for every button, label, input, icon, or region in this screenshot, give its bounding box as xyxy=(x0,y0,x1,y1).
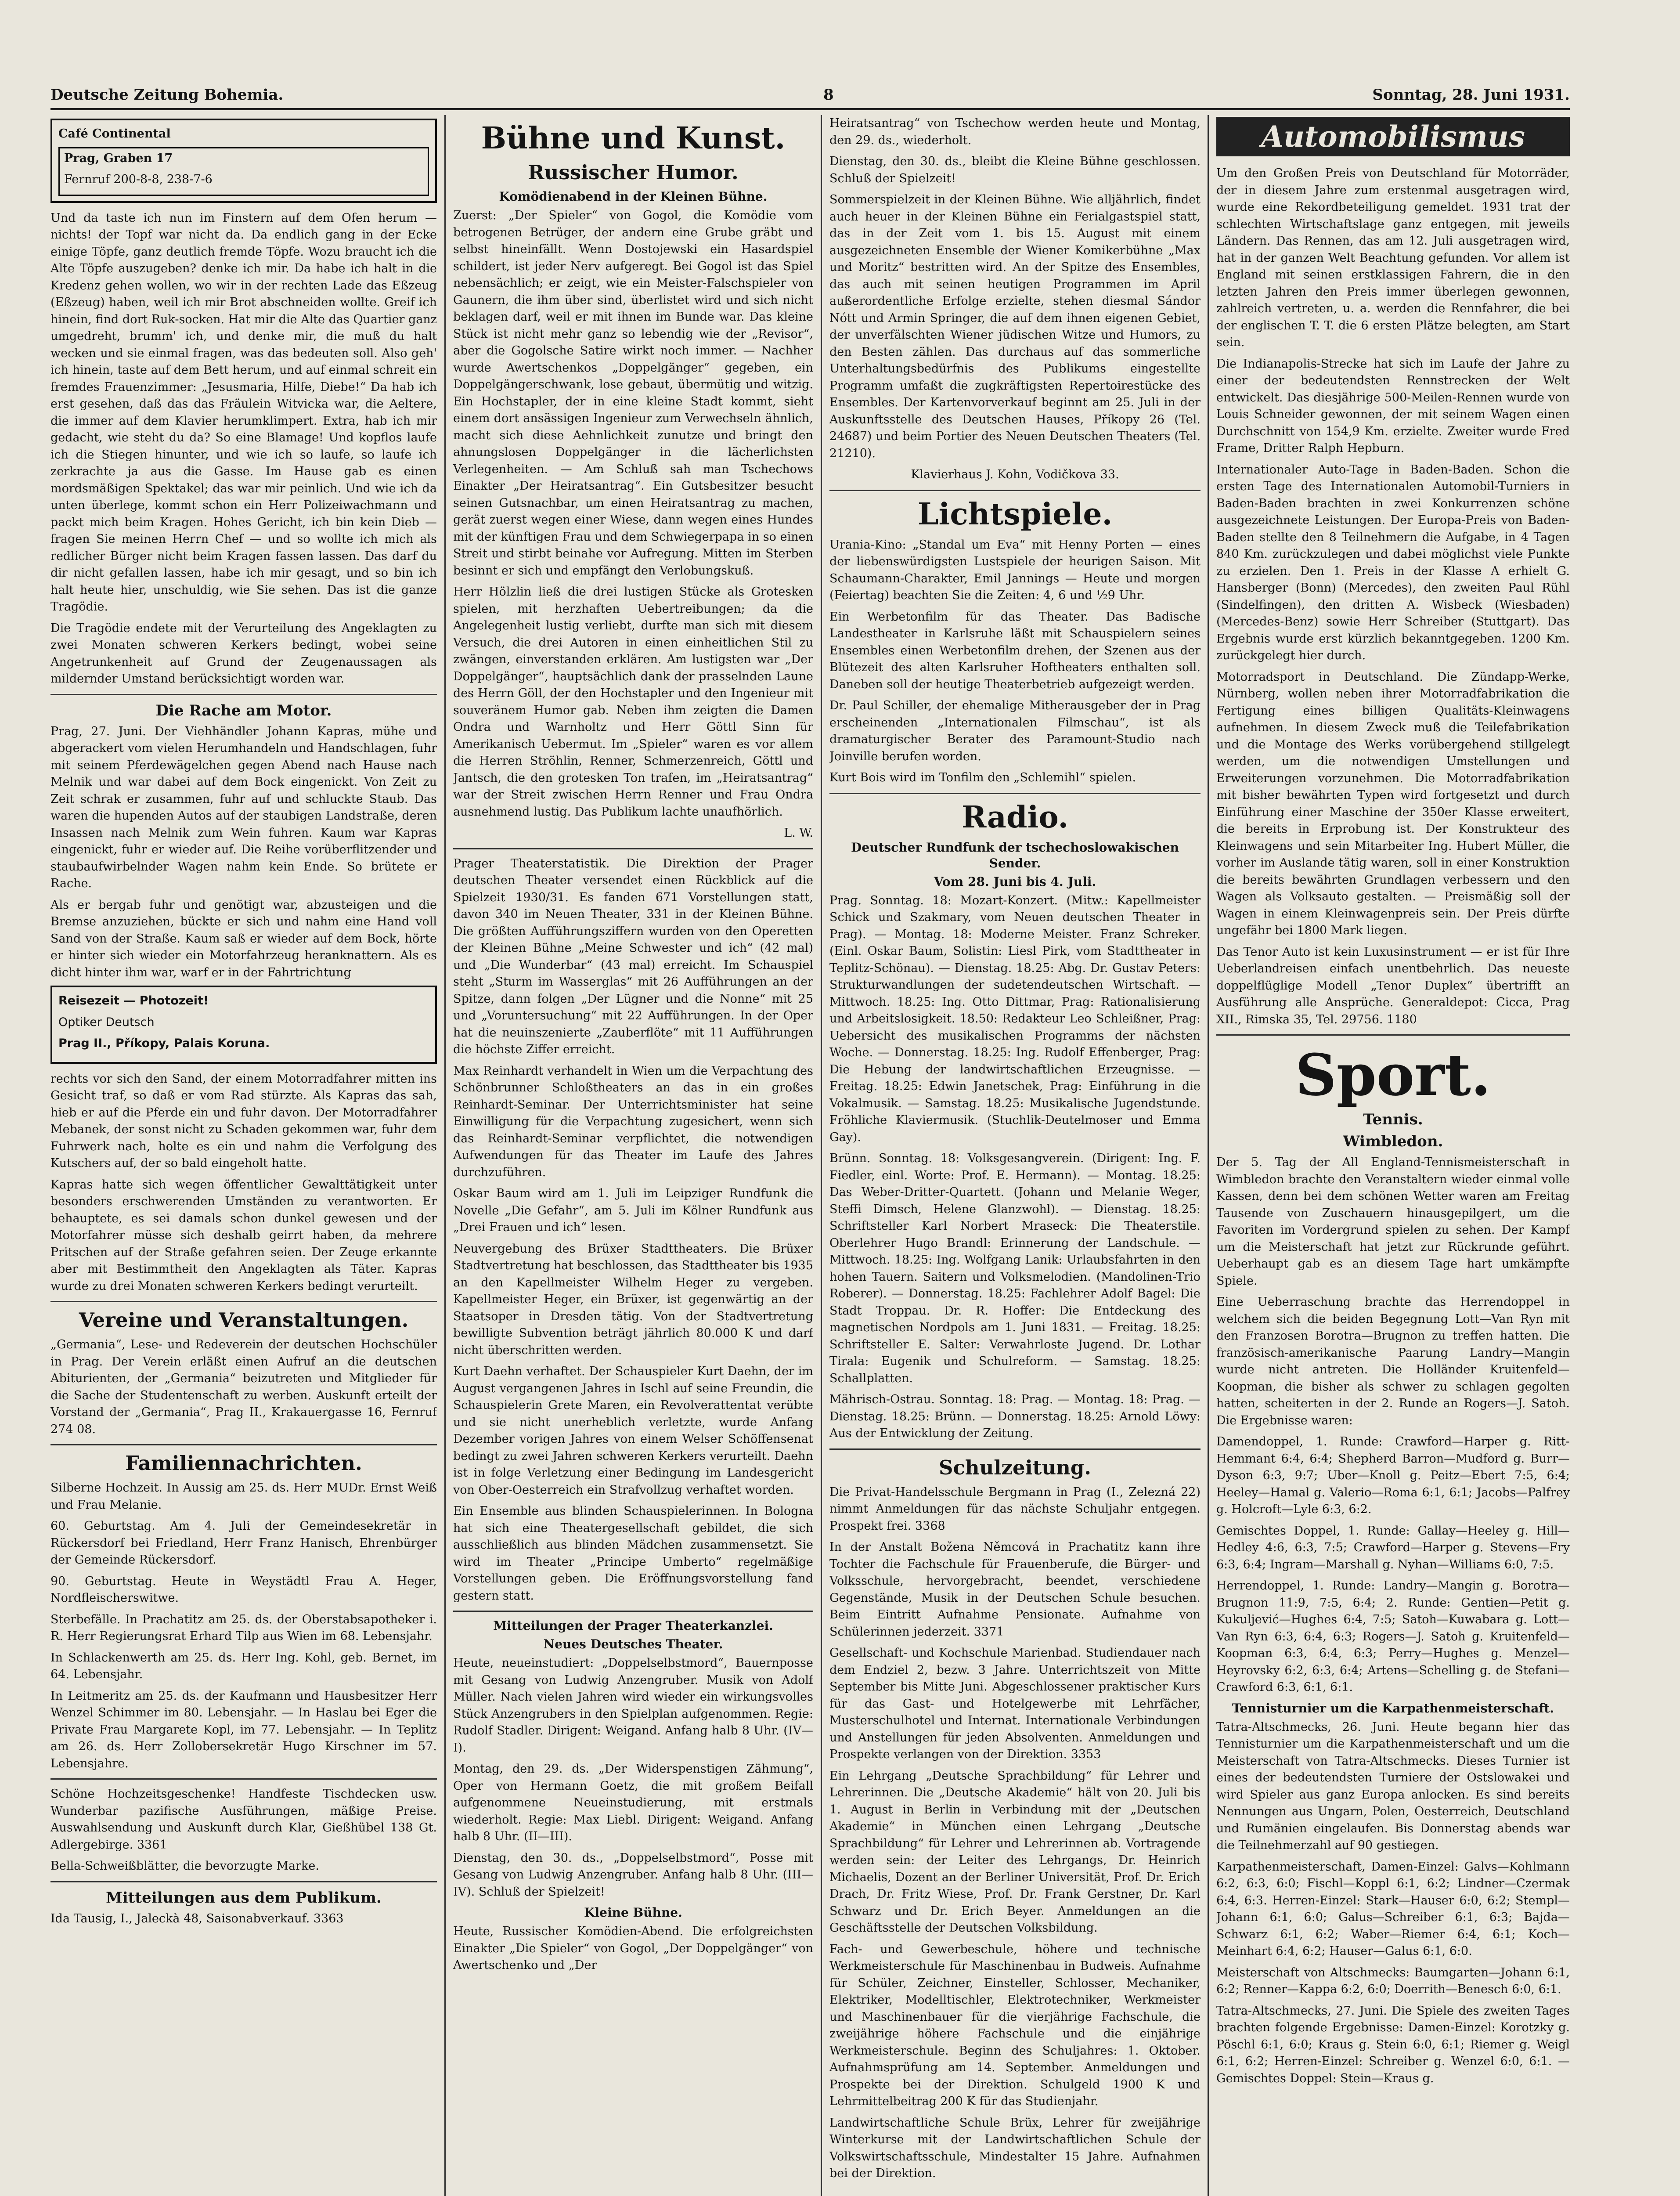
cafe-ad-phone: Fernruf 200-8-8, 238-7-6 xyxy=(64,173,213,186)
radio-subheadline: Deutscher Rundfunk der tschechoslowakischen Sender. xyxy=(851,840,1179,870)
story-paragraph: Und da taste ich nun im Finstern auf dem Ofen herum — nichts! der Topf war nicht da. Da endlich gang in der Ecke einige Töpfe, ganz deutlich fremde Töpfe. Wozu braucht ich die Alte Töpfe auszugeben? denke ich mir. Da habe ich halt in die Kredenz gehen wollen, wo wir in der rechten Lade das Eßzeug (Eßzeug) haben, weil ich mir Brot abschneiden wollte. Greif ich hinein, find dort Ruk-socken. Hat mir die Alte das Quartier ganz umgedreht, brumm' ich, und denke mir, die muß du halt wecken und sie einmal fragen, was das bedeuten soll. Also geh' ich hinein, taste auf dem Bett herum, und auf einmal schreit ein fremdes Frauenzimmer: „Jesusmaria, Hilfe, Diebe!“ Da hab ich erst gesehen, daß das das Fräulein Witvicka war, die Aeltere, die immer auf dem Klavier herumklimpert. Extra, hab ich mir gedacht, wie steht du da? So eine Blamage! Und kopflos laufe ich die Stiegen hinunter, und wie ich so laufe, so laufe ich zerkrachte ja aus die Gasse. Im Hause gab es einen mordsmäßigen Spektakel; das war mir peinlich. Und wie ich da unten überlege, kommt schon ein Herr Polizeiwachmann und packt mich beim Kragen. Hohes Gericht, ich bin kein Dieb — fragen Sie meinen Herrn Chef — und so wollte ich mich als redlicher Bürger nicht beim Kragen fassen lassen. Das darf du dir nicht gefallen lassen, habe ich mir gesagt, und so bin ich halt heute hier, unschuldig, wie Sie sehen. Das ist die ganze Tragödie. xyxy=(50,211,437,614)
theaterkanzlei-paragraph: Heute, Russischer Komödien-Abend. Die erfolgreichsten Einakter „Die Spieler“ von Gogol, „Der Doppelgänger“ von Awertschenko und „Der xyxy=(453,1925,813,1972)
theaterkanzlei-paragraph: Heute, neueinstudiert: „Doppelselbstmord“, Bauernposse mit Gesang von Ludwig Anzengruber. Musik von Adolf Müller. Nach vielen Jahren wird wieder ein wirkungsvolles Stück Anzengrubers in den Spielplan aufgenommen. Regie: Rudolf Stadler. Dirigent: Weigand. Anfang halb 8 Uhr. (IV—I). xyxy=(453,1656,813,1755)
rache-paragraph: Kapras hatte sich wegen öffentlicher Gewalttätigkeit unter besonders erschwerenden Umständen zu verantworten. Er behauptete, es sei damals schon dunkel gewesen und der Motorfahrer müsse sich deshalb geirrt haben, da mehrere Pritschen auf der Straße gefahren seien. Der Zeuge erkannte aber mit Bestimmtheit den Angeklagten als Täter. Kapras wurde zu drei Monaten schweren Kerkers bedingt verurteilt. xyxy=(50,1177,437,1293)
humor-headline: Russischer Humor. xyxy=(528,161,739,184)
lichtspiele-paragraph: Ein Werbetonfilm für das Theater. Das Badische Landestheater in Karlsruhe läßt mit Schauspielern seines Ensembles einen Werbetonfilm drehen, der Szenen aus der Blütezeit des alten Karlsruher Hoftheaters enthalten soll. Daneben soll der heutige Theaterbetrieb aufgezeigt werden. xyxy=(829,610,1201,691)
tennis-results: Meisterschaft von Altschmecks: Baumgarten—Johann 6:1, 6:2; Renner—Kappa 6:2, 6:0; Doerrith—Benesch 6:0, 6:1. xyxy=(1216,1965,1570,1996)
cafe-ad-title: Café Continental xyxy=(58,127,171,141)
section-rule xyxy=(453,848,813,849)
lichtspiele-paragraph: Kurt Bois wird im Tonfilm den „Schlemihl“ spielen. xyxy=(829,771,1136,784)
optiker-tagline: Reisezeit — Photozeit! xyxy=(58,994,209,1008)
vereine-headline: Vereine und Veranstaltungen. xyxy=(79,1308,409,1332)
schulzeitung-paragraph: Ein Lehrgang „Deutsche Sprachbildung“ für Lehrer und Lehrerinnen. Die „Deutsche Akademie“ hält von 20. Juli bis 1. August in Berlin in Verbindung mit der „Deutschen Akademie“ in München einen Lehrgang „Deutsche Sprachbildung“ für Lehrer und Lehrerinnen ab. Vortragende werden sein: der Leiter des Lehrgangs, Dr. Heinrich Michaelis, Dozent an der Berliner Universität, Prof. Dr. Erich Drach, Dr. Fritz Wiese, Prof. Dr. Frank Gerstner, Dr. Karl Schwarz und Dr. Erich Beyer. Anmeldungen an die Geschäftsstelle der Deutschen Volksbildung. xyxy=(829,1769,1201,1935)
tennis-results: Tatra-Altschmecks, 27. Juni. Die Spiele des zweiten Tages brachten folgende Ergebnisse: Damen-Einzel: Korotzky g. Pöschl 6:1, 6:0; Kraus g. Stein 6:0, 6:1; Riemer g. Weigl 6:1, 6:2; Herren-Einzel: Schreiber g. Wenzel 6:0, 6:1. — Gemischtes Doppel: Stein—Kraus g. xyxy=(1216,2004,1570,2085)
schulzeitung-headline: Schulzeitung. xyxy=(938,1456,1092,1479)
radio-date-range: Vom 28. Juni bis 4. Juli. xyxy=(934,874,1096,889)
tennis-results: Karpathenmeisterschaft, Damen-Einzel: Galvs—Kohlmann 6:2, 6:3, 6:0; Fischl—Koppl 6:1, 6:2; Lindner—Czermak 6:4, 6:3. Herren-Einzel: Stark—Hauser 6:0, 6:2; Stempl—Johann 6:1, 6:0; Galus—Schreiber 6:1, 6:3; Bajda—Schwarz 6:1, 6:2; Waber—Riemer 6:4, 6:1; Koch—Meinhart 6:4, 6:2; Hauser—Galus 6:1, 6:0. xyxy=(1216,1860,1570,1958)
classified-ad: Bella-Schweißblätter, die bevorzugte Marke. xyxy=(50,1859,319,1873)
theater-news-paragraph: Max Reinhardt verhandelt in Wien um die Verpachtung des Schönbrunner Schloßtheaters an das in ein großes Reinhardt-Seminar. Der Unterrichtsminister hat seine Einwilligung für die Verpachtung zugesichert, wenn sich das Reinhardt-Seminar verpflichtet, die notwendigen Aufwendungen für das Theater im Laufe des Jahres durchzuführen. xyxy=(453,1064,813,1179)
familie-paragraph: In Leitmeritz am 25. ds. der Kaufmann und Hausbesitzer Herr Wenzel Schimmer im 80. Lebensjahr. — In Haslau bei Eger die Private Frau Margarete Kopl, im 77. Lebensjahr. — In Teplitz am 26. ds. Herr Zollobersekretär Hugo Kirschner im 57. Lebensjahre. xyxy=(50,1689,437,1770)
automobilismus-banner: Automobilismus xyxy=(1216,117,1570,156)
automobil-paragraph: Motorradsport in Deutschland. Die Zündapp-Werke, Nürnberg, wollen neben ihrer Motorradfabrikation die Fertigung eines billigen Qualitäts-Kleinwagens aufnehmen. In diesem Zweck muß die Teilefabrikation und die Montage des Werks vorübergehend stillgelegt werden, um die notwendigen Umstellungen und Erweiterungen vorzunehmen. Die Motorradfabrikation mit bisher bewährten Typen wird fortgesetzt und durch Einführung einer Maschine der 350er Klasse erweitert, die bereits in Erprobung ist. Der Konstrukteur des Kleinwagens und sein Mitarbeiter Ing. Hubert Müller, die vorher im Auslande tätig waren, soll in einer Konstruktion die bereits bewährten Grundlagen verbessern und den Wagen als Volksauto gestalten. — Preismäßig soll der Wagen in einem Kleinwagenpreis sein. Der Preis dürfte ungefähr bei 1800 Mark liegen. xyxy=(1216,670,1570,937)
theater-news-paragraph: Ein Ensemble aus blinden Schauspielerinnen. In Bologna hat sich eine Theatergesellschaft gebildet, die sich ausschließlich aus blinden Mädchen zusammensetzt. Sie wird im Theater „Principe Umberto“ regelmäßige Vorstellungen geben. Die Eröffnungsvorstellung fand gestern statt. xyxy=(453,1504,813,1603)
theaterkanzlei-subheadline: Kleine Bühne. xyxy=(584,1905,682,1920)
publikum-paragraph: Ida Tausig, I., Jaleckà 48, Saisonabverkauf. 3363 xyxy=(50,1911,344,1925)
column-divider xyxy=(821,115,822,2196)
header-paper-name: Deutsche Zeitung Bohemia. xyxy=(50,86,284,104)
familie-paragraph: Silberne Hochzeit. In Aussig am 25. ds. Herr MUDr. Ernst Weiß und Frau Melanie. xyxy=(50,1481,437,1512)
radio-headline: Radio. xyxy=(961,799,1069,835)
cafe-continental-ad xyxy=(50,119,437,203)
optiker-deutsch-ad xyxy=(50,986,437,1064)
section-rule xyxy=(829,793,1201,794)
tennis-results: Gemischtes Doppel, 1. Runde: Gallay—Heeley g. Hill—Hedley 4:6, 6:3, 7:5; Crawford—Harper g. Stevens—Fry 6:3, 6:4; Ingram—Marshall g. Nyhan—Williams 6:0, 7:5. xyxy=(1216,1524,1570,1571)
theaterkanzlei-paragraph: Dienstag, den 30. ds., „Doppelselbstmord“, Posse mit Gesang von Ludwig Anzengruber. Anfang halb 8 Uhr. (III—IV). Schluß der Spielzeit! xyxy=(453,1851,813,1899)
column-1 xyxy=(50,115,437,2196)
tennis-paragraph: Eine Ueberraschung brachte das Herrendoppel in welchem sich die beiden Begegnung Lott—Van Ryn mit den Franzosen Borotra—Brugnon zu treffen hatten. Die französisch-amerikanische Paarung Landry—Mangin wurde nicht antreten. Die Holländer Kruitenfeld—Koopman, die bisher als schwer zu schlagen gegolten hatten, scheiterten in der 2. Runde an Rogers—J. Satoh. Die Ergebnisse waren: xyxy=(1216,1295,1570,1427)
column-4 xyxy=(1216,115,1570,2196)
sport-headline: Sport. xyxy=(1295,1041,1491,1109)
klavierhaus-ad: Klavierhaus J. Kohn, Vodičkova 33. xyxy=(911,468,1119,481)
radio-program-paragraph: Brünn. Sonntag. 18: Volksgesangverein. (Dirigent: Ing. F. Fiedler, einl. Worte: Prof. E. Hermann). — Montag. 18.25: Das Weber-Dritter-Quartett. (Johann und Melanie Weger, Steffi Dimsch, Helene Glanzwohl). — Dienstag. 18.25: Schriftsteller Karl Norbert Mraseck: Die Theaterstile. Oberlehrer Hugo Brandl: Erinnerung der Landschule. — Mittwoch. 18.25: Ing. Wolfgang Lanik: Urlaubsfahrten in den hohen Tauern. Saitern und Volksmelodien. (Mandolinen-Trio Roberer). — Donnerstag. 18.25: Fachlehrer Adolf Bagel: Die Stadt Troppau. Dr. R. Hoffer: Die Entdeckung des magnetischen Nordpols am 1. Juni 1831. — Freitag. 18.25: Schriftsteller E. Salter: Verwahrloste Jugend. Dr. Lothar Tirala: Eugenik und Schulreform. — Samstag. 18.25: Schallplatten. xyxy=(829,1152,1201,1385)
theater-news-paragraph: Oskar Baum wird am 1. Juli im Leipziger Rundfunk die Novelle „Die Gefahr“, am 5. Juli im Kölner Rundfunk aus „Drei Frauen und ich“ lesen. xyxy=(453,1187,813,1234)
rache-paragraph: Als er bergab fuhr und genötigt war, abzusteigen und die Bremse anzuziehen, bückte er sich und nahm eine Hand voll Sand von der Straße. Kaum saß er wieder auf dem Bock, hörte er hinter sich wieder ein Motorfahrzeug heranknattern. Als es dicht hinter ihm war, warf er in der Fahrtrichtung xyxy=(50,898,437,979)
buehne-headline: Bühne und Kunst. xyxy=(481,121,786,156)
buehne-continued-paragraph: Sommerspielzeit in der Kleinen Bühne. Wie alljährlich, findet auch heuer in der Kleinen Bühne ein Ferialgastspiel statt, das in der Zeit vom 1. bis 15. August mit einem ausgezeichneten Ensemble der Wiener Komikerbühne „Max und Moritz“ bestritten wird. An der Spitze des Ensembles, das auch mit seinen heutigen Programmen im April außerordentliche Erfolge erzielte, stehen diesmal Sándor Nótt und Armin Springer, die auf dem ihnen eigenen Gebiet, der unverfälschten Wiener jüdischen Witze und Humors, zu den Besten zählen. Das durchaus auf das sommerliche Unterhaltungsbedürfnis des Publikums eingestellte Programm umfaßt die zugkräftigsten Repertoirestücke des Ensembles. Der Kartenvorverkauf beginnt am 25. Juli in der Auskunftsstelle des Deutschen Hauses, Příkopy 26 (Tel. 24687) und beim Portier des Neuen Deutschen Theaters (Tel. 21210). xyxy=(829,193,1201,460)
buehne-continued-paragraph: Dienstag, den 30. ds., bleibt die Kleine Bühne geschlossen. Schluß der Spielzeit! xyxy=(829,155,1201,185)
rache-headline: Die Rache am Motor. xyxy=(155,701,332,719)
lichtspiele-paragraph: Dr. Paul Schiller, der ehemalige Mitherausgeber der in Prag erscheinenden „Internationalen Filmschau“, ist als dramaturgischer Berater des Paramount-Studio nach Joinville berufen worden. xyxy=(829,699,1201,763)
rache-paragraph: rechts vor sich den Sand, der einem Motorradfahrer mitten ins Gesicht traf, so daß er vom Rad stürzte. Als Kapras das sah, hieb er auf die Pferde ein und fuhr davon. Der Motorradfahrer Mebanek, der sonst nicht zu Schaden gekommen war, fuhr dem Fuhrwerk nach, holte es ein und nahm die Verfolgung des Kutschers auf, der so bald eingeholt hatte. xyxy=(50,1072,437,1170)
theaterkanzlei-subheadline: Neues Deutsches Theater. xyxy=(543,1637,723,1651)
lichtspiele-paragraph: Urania-Kino: „Standal um Eva“ mit Henny Porten — eines der liebenswürdigsten Lustspiele der heurigen Saison. Mit Schaumann-Charakter, Emil Jannings — Heute und morgen (Feiertag) beachten Sie die Zeiten: 4, 6 und ½9 Uhr. xyxy=(829,538,1201,602)
theaterkanzlei-paragraph: Montag, den 29. ds. „Der Widerspenstigen Zähmung“, Oper von Hermann Goetz, die mit großem Beifall aufgenommene Neueinstudierung, mit erstmals wiederholt. Regie: Max Liebl. Dirigent: Weigand. Anfang halb 8 Uhr. (II—III). xyxy=(453,1762,813,1843)
column-3 xyxy=(829,115,1201,2196)
radio-program-paragraph: Mährisch-Ostrau. Sonntag. 18: Prag. — Montag. 18: Prag. — Dienstag. 18.25: Brünn. — Donnerstag. 18.25: Arnold Löwy: Aus der Entwicklung der Zeitung. xyxy=(829,1393,1201,1440)
optiker-name: Optiker Deutsch xyxy=(58,1015,155,1029)
story-paragraph: Die Tragödie endete mit der Verurteilung des Angeklagten zu zwei Monaten schweren Kerkers bedingt, wobei seine Angetrunkenheit auf Grund der Zeugenaussagen als mildernder Umstand berücksichtigt worden war. xyxy=(50,621,437,686)
cafe-ad-address: Prag, Graben 17 xyxy=(64,151,173,165)
section-rule xyxy=(50,694,437,695)
section-rule xyxy=(50,1881,437,1882)
familie-paragraph: 60. Geburtstag. Am 4. Juli der Gemeindesekretär in Rückersdorf bei Friedland, Herr Franz Hanisch, Ehrenbürger der Gemeinde Rückersdorf. xyxy=(50,1519,437,1567)
cafe-ad-inner-box xyxy=(58,147,429,196)
tennis-results: Damendoppel, 1. Runde: Crawford—Harper g. Ritt-Hemmant 6:4, 6:4; Shepherd Barron—Mudford g. Burr—Dyson 6:3, 9:7; Uber—Knoll g. Peitz—Ebert 7:5, 6:4; Heeley—Hamal g. Valerio—Roma 6:1, 6:1; Jacobs—Palfrey g. Holcroft—Lyle 6:3, 6:2. xyxy=(1216,1435,1570,1516)
optiker-address: Prag II., Příkopy, Palais Koruna. xyxy=(58,1037,270,1050)
header-page-number: 8 xyxy=(823,86,834,104)
buehne-continued-paragraph: Heiratsantrag“ von Tschechow werden heute und Montag, den 29. ds., wiederholt. xyxy=(829,116,1201,147)
lichtspiele-headline: Lichtspiele. xyxy=(917,496,1113,532)
tenor-ad-paragraph: Das Tenor Auto ist kein Luxusinstrument — er ist für Ihre Ueberlandreisen einfach unentbehrlich. Das neueste doppelflüglige Modell „Tenor Duplex“ übertrifft an Ausführung alle Ansprüche. Generaldepot: Cicca, Prag XII., Rimska 35, Tel. 29756. 1180 xyxy=(1216,945,1570,1026)
automobil-paragraph: Internationaler Auto-Tage in Baden-Baden. Schon die ersten Tage des Internationalen Automobil-Turniers in Baden-Baden brachten in zwei Konkurrenzen schöne ausgezeichnete Leistungen. Der Europa-Preis von Baden-Baden stellte den 8 Teilnehmern die Aufgabe, in 4 Tagen 840 Km. zurückzulegen und dabei möglichst viele Punkte zu erzielen. Den 1. Preis in der Klasse A erhielt G. Hansberger (Bonn) (Mercedes), den zweiten Paul Rühl (Sindelfingen), den dritten A. Wisbeck (Wiesbaden) (Mercedes-Benz) sowie Herr Schreiber (Stuttgart). Das Ergebnis wurde erst kürzlich bekanntgegeben. 1200 Km. zurückgelegt hier durch. xyxy=(1216,462,1570,662)
publikum-headline: Mitteilungen aus dem Publikum. xyxy=(106,1889,382,1907)
humor-paragraph: Herr Hölzlin ließ die drei lustigen Stücke als Grotesken spielen, mit herzhaften Uebertreibungen; da die Angelegenheit lustig verliebt, durfte man sich mit diesem Versuch, die drei Autoren in einen einheitlichen Stil zu zwängen, einverstanden erklären. Am lustigsten war „Der Doppelgänger“, hauptsächlich dank der prasselnden Laune des Herrn Göll, der den Hochstapler und den Ingenieur mit souveränem Humor gab. Neben ihm zeigten die Damen Ondra und Warnholtz und Herr Göttl Sinn für Amerikanisch Uebermut. Im „Spieler“ waren es vor allem die Herren Ströhlin, Renner, Schmerzenreich, Göttl und Jantsch, die den grotesken Ton trafen, im „Heiratsantrag“ war der Streit zwischen Herrn Renner und Frau Ondra ausnehmend lustig. Das Publikum lachte unaufhörlich. xyxy=(453,585,813,819)
radio-program-paragraph: Prag. Sonntag. 18: Mozart-Konzert. (Mitw.: Kapellmeister Schick und Szakmary, vom Neuen deutschen Theater in Prag). — Montag. 18: Moderne Meister. Franz Schreker. (Einl. Oskar Baum, Solistin: Liesl Pirk, vom Stadttheater in Teplitz-Schönau). — Dienstag. 18.25: Abg. Dr. Gustav Peters: Strukturwandlungen der sudetendeutschen Wirtschaft. — Mittwoch. 18.25: Ing. Otto Dittmar, Prag: Rationalisierung und Arbeitslosigkeit. 18.50: Redakteur Leo Schleißner, Prag: Uebersicht des musikalischen Programms der nächsten Woche. — Donnerstag. 18.25: Ing. Rudolf Effenberger, Prag: Die Hebung der landwirtschaftlichen Erzeugnisse. — Freitag. 18.25: Edwin Janetschek, Prag: Einführung in die Vokalmusik. — Samstag. 18.25: Musikalische Jugendstunde. Fröhliche Klaviermusik. (Stuchlik-Deutelmoser und Emma Gay). xyxy=(829,893,1201,1144)
schulzeitung-paragraph: In der Anstalt Božena Němcová in Prachatitz kann ihre Tochter die Fachschule für Frauenberufe, die Bürger- und Volksschule, hervorgebracht, beendet, verschiedene Gegenstände, Musik in der Deutschen Schule besuchen. Beim Eintritt Aufnahme Pensionate. Aufnahme von Schülerinnen jederzeit. 3371 xyxy=(829,1540,1201,1639)
section-rule xyxy=(50,1301,437,1302)
familie-paragraph: 90. Geburtstag. Heute in Weystädtl Frau A. Heger, Nordfleischerswitwe. xyxy=(50,1574,437,1605)
schulzeitung-paragraph: Fach- und Gewerbeschule, höhere und technische Werkmeisterschule für Maschinenbau in Budweis. Aufnahme für Schüler, Zeichner, Einsteller, Schlosser, Mechaniker, Elektriker, Modelltischler, Elektrotechniker, Werkmeister und Maschinenbauer für die vierjährige Fachschule, die zweijährige höhere Fachschule und die einjährige Werkmeisterschule. Beginn des Schuljahres: 1. Oktober. Aufnahmsprüfung am 14. September. Anmeldungen und Prospekte bei der Direktion. Schulgeld 1900 K und Lehrmittelbeitrag 200 K für das Studienjahr. xyxy=(829,1942,1201,2108)
tennis-paragraph: Der 5. Tag der All England-Tennismeisterschaft in Wimbledon brachte den Veranstaltern wieder einmal volle Kassen, denn bei dem schönen Wetter waren am Freitag Tausende von Zuschauern hinausgepilgert, um die Favoriten im Vordergrund spielen zu sehen. Der Kampf um die Meisterschaft hat jetzt zur Rückrunde geführt. Ueberhaupt gab es an diesem Tage hart umkämpfte Spiele. xyxy=(1216,1156,1570,1288)
column-divider xyxy=(444,115,446,2196)
schulzeitung-paragraph: Landwirtschaftliche Schule Brüx, Lehrer für zweijährige Winterkurse mit der Landwirtschaftlichen Schule der Volkswirtschaftsschule, Mindestalter 15 Jahre. Aufnahmen bei der Direktion. xyxy=(829,2116,1201,2180)
section-rule xyxy=(453,1611,813,1612)
wimbledon-headline: Wimbledon. xyxy=(1343,1133,1443,1150)
vereine-paragraph: „Germania“, Lese- und Redeverein der deutschen Hochschüler in Prag. Der Verein erläßt einen Aufruf an die deutschen Abiturienten, der „Germania“ beizutreten und Mitglieder für die Sache der Studentenschaft zu werben. Auskunft erteilt der Vorstand der „Germania“, Prag II., Krakauergasse 16, Fernruf 274 08. xyxy=(50,1338,437,1436)
tennis-results: Herrendoppel, 1. Runde: Landry—Mangin g. Borotra—Brugnon 11:9, 7:5, 6:4; 2. Runde: Gentien—Petit g. Kukuljević—Hughes 6:4, 7:5; Satoh—Kuwabara g. Lott—Van Ryn 6:3, 6:4, 6:3; Rogers—J. Satoh g. Kruitenfeld—Koopman 6:3, 6:4, 6:3; Perry—Hughes g. Menzel—Heyrovsky 6:2, 6:3, 6:4; Artens—Schelling g. de Stefani—Crawford 6:3, 6:1, 6:1. xyxy=(1216,1579,1570,1694)
humor-signature: L. W. xyxy=(784,826,813,840)
section-rule xyxy=(1216,1034,1570,1036)
theaterkanzlei-headline: Mitteilungen der Prager Theaterkanzlei. xyxy=(493,1618,773,1633)
theater-news-paragraph: Prager Theaterstatistik. Die Direktion der Prager deutschen Theater versendet einen Rückblick auf die Spielzeit 1930/31. Es fanden 671 Vorstellungen statt, davon 340 im Neuen Theater, 331 in der Kleinen Bühne. Die größten Aufführungsziffern wurden von den Operetten der Kleinen Bühne „Meine Schwester und ich“ (42 mal) und „Die Wunderbar“ (43 mal) erreicht. Im Schauspiel steht „Sturm im Wasserglas“ mit 26 Aufführungen an der Spitze, dann folgen „Der Lügner und die Nonne“ mit 25 und „Voruntersuchung“ mit 22 Aufführungen. In der Oper hat die neuinszenierte „Zauberflöte“ mit 11 Aufführungen die höchste Ziffer erreicht. xyxy=(453,856,813,1056)
humor-subheadline: Komödienabend in der Kleinen Bühne. xyxy=(499,189,768,204)
theater-news-paragraph: Kurt Daehn verhaftet. Der Schauspieler Kurt Daehn, der im August vergangenen Jahres in Ischl auf seine Freundin, die Schauspielerin Grete Maren, ein Revolverattentat verübte und sie nicht unerheblich verletzte, wurde Anfang Dezember vorigen Jahres von einem Welser Schöffensenat bedingt zu zwei Jahren schweren Kerkers verurteilt. Daehn ist in folge Verletzung einer Bedingung im Landesgericht von Ober-Oesterreich ein Strafvollzug verhaftet worden. xyxy=(453,1365,813,1497)
familie-headline: Familiennachrichten. xyxy=(125,1452,362,1475)
header-date: Sonntag, 28. Juni 1931. xyxy=(1372,86,1570,104)
tennis-headline: Tennis. xyxy=(1363,1111,1423,1128)
automobil-paragraph: Um den Großen Preis von Deutschland für Motorräder, der in diesem Jahre zum erstenmal ausgetragen wird, wurde eine Rekordbeteiligung gemeldet. 1931 trat der schlechten Wirtschaftslage ganz entgegen, mit jeweils Ländern. Das Rennen, das am 12. Juli ausgetragen wird, hat in der ganzen Welt Beachtung gefunden. Vor allem ist England mit seinen erstklassigen Fahrern, die in den letzten Jahren den Preis immer überlegen gewonnen, zahlreich vertreten, u. a. werden die Rennfahrer, die bei der englischen T. T. die 6 ersten Plätze belegten, am Start sein. xyxy=(1216,166,1570,349)
column-divider xyxy=(1208,115,1209,2196)
familie-paragraph: Sterbefälle. In Prachatitz am 25. ds. der Oberstabsapotheker i. R. Herr Regierungsrat Erhard Tilp aus Wien im 68. Lebensjahr. xyxy=(50,1612,437,1643)
section-rule xyxy=(50,1778,437,1780)
page-header xyxy=(50,86,1570,104)
column-2 xyxy=(453,115,813,2196)
humor-paragraph: Zuerst: „Der Spieler“ von Gogol, die Komödie vom betrogenen Betrüger, der andern eine Grube gräbt und selbst hineinfällt. Wenn Dostojewski ein Hasardspiel schildert, ist jeder Nerv aufgeregt. Bei Gogol ist das Spiel nebensächlich; er zeigt, wie ein Meister-Falschspieler von Gaunern, die ihm über sind, überlistet wird und sich nicht beklagen darf, weil er mit ihnen im Bunde war. Das kleine Stück ist nicht mehr ganz so lebendig wie der „Revisor“, aber die Gogolsche Satire wirkt noch immer. — Nachher wurde Awertschenkos „Doppelgänger“ gegeben, ein Doppelgängerschwank, lose gebaut, übermütig und witzig. Ein Hochstapler, der in eine kleine Stadt kommt, sieht einem dort ansässigen Ingenieur zum Verwechseln ähnlich, macht sich diese Aehnlichkeit zunutze und bringt den ahnungslosen Doppelgänger in die lächerlichsten Verlegenheiten. — Am Schluß sah man Tschechows Einakter „Der Heiratsantrag“. Ein Gutsbesitzer besucht seinen Gutsnachbar, um einen Heiratsantrag zu machen, gerät zuerst wegen einer Wiese, dann wegen eines Hundes mit der künftigen Frau und dem Schwiegerpapa in so einen Streit und stirbt beinahe vor Aufregung. Mitten im Sterben besinnt er sich und empfängt den Verlobungskuß. xyxy=(453,209,813,578)
karpathen-headline: Tennisturnier um die Karpathenmeisterschaft. xyxy=(1232,1701,1554,1716)
schulzeitung-paragraph: Die Privat-Handelsschule Bergmann in Prag (I., Zelezná 22) nimmt Anmeldungen für das nächste Schuljahr entgegen. Prospekt frei. 3368 xyxy=(829,1485,1201,1533)
automobil-paragraph: Die Indianapolis-Strecke hat sich im Laufe der Jahre zu einer der bedeutendsten Rennstrecken der Welt entwickelt. Das diesjährige 500-Meilen-Rennen wurde von Louis Schneider gewonnen, der mit seinem Wagen einen Durchschnitt von 154,9 Km. erzielte. Zweiter wurde Fred Frame, Dritter Ralph Hepburn. xyxy=(1216,357,1570,455)
theater-news-paragraph: Neuvergebung des Brüxer Stadttheaters. Die Brüxer Stadtvertretung hat beschlossen, das Stadttheater bis 1935 an den Kapellmeister Wilhelm Heger zu vergeben. Kapellmeister Heger, ein Brüxer, ist gegenwärtig an der Staatsoper in Dresden tätig. Von der Stadtvertretung bewilligte Subvention beträgt jährlich 80.000 K und darf nicht überschritten werden. xyxy=(453,1242,813,1357)
classified-ad: Schöne Hochzeitsgeschenke! Handfeste Tischdecken usw. Wunderbar pazifische Ausführungen, mäßige Preise. Auswahlsendung und Auskunft durch Klar, Gießhübel 138 Gt. Adlergebirge. 3361 xyxy=(50,1787,437,1852)
familie-paragraph: In Schlackenwerth am 25. ds. Herr Ing. Kohl, geb. Bernet, im 64. Lebensjahr. xyxy=(50,1651,437,1681)
section-rule xyxy=(829,490,1201,491)
section-rule xyxy=(50,1444,437,1445)
rache-paragraph: Prag, 27. Juni. Der Viehhändler Johann Kapras, mühe und abgerackert vom vielen Herumhandeln und Handschlagen, fuhr mit seinem Pferdewägelchen gegen Abend nach Hause nach Melnik und war dabei auf dem Bock eingenickt. Von Zeit zu Zeit schrak er zusammen, fuhr auf und schluckte Staub. Das waren die hupenden Autos auf der staubigen Landstraße, deren Insassen nach Melnik zum Wein fuhren. Kaum war Kapras eingenickt, fuhr er wieder auf. Die Reihe vorüberflitzender und staubaufwirbelnder Wagen nahm kein Ende. So brütete er Rache. xyxy=(50,724,437,890)
section-rule xyxy=(829,1448,1201,1450)
header-rule xyxy=(50,108,1570,110)
tennis-paragraph: Tatra-Altschmecks, 26. Juni. Heute begann hier das Tennisturnier um die Karpathenmeisterschaft und um die Meisterschaft von Tatra-Altschmecks. Dieses Turnier ist eines der bedeutendsten Turniere der Ostslowakei und wird Spieler aus ganz Europa anlocken. Es sind bereits Nennungen aus Ungarn, Polen, Oesterreich, Deutschland und Rumänien eingelaufen. Bis Donnerstag abends war die Teilnehmerzahl auf 90 gestiegen. xyxy=(1216,1720,1570,1852)
schulzeitung-paragraph: Gesellschaft- und Kochschule Marienbad. Studiendauer nach dem Endziel 2, bezw. 3 Jahre. Unterrichtszeit von Mitte September bis Mitte Juni. Abgeschlossener praktischer Kurs für das Gast- und Hotelgewerbe mit Lehrfächer, Musterschulhotel und Internat. Internationale Verbindungen und Anstellungen für jeden Absolventen. Anmeldungen und Prospekte verlangen von der Direktion. 3353 xyxy=(829,1646,1201,1761)
